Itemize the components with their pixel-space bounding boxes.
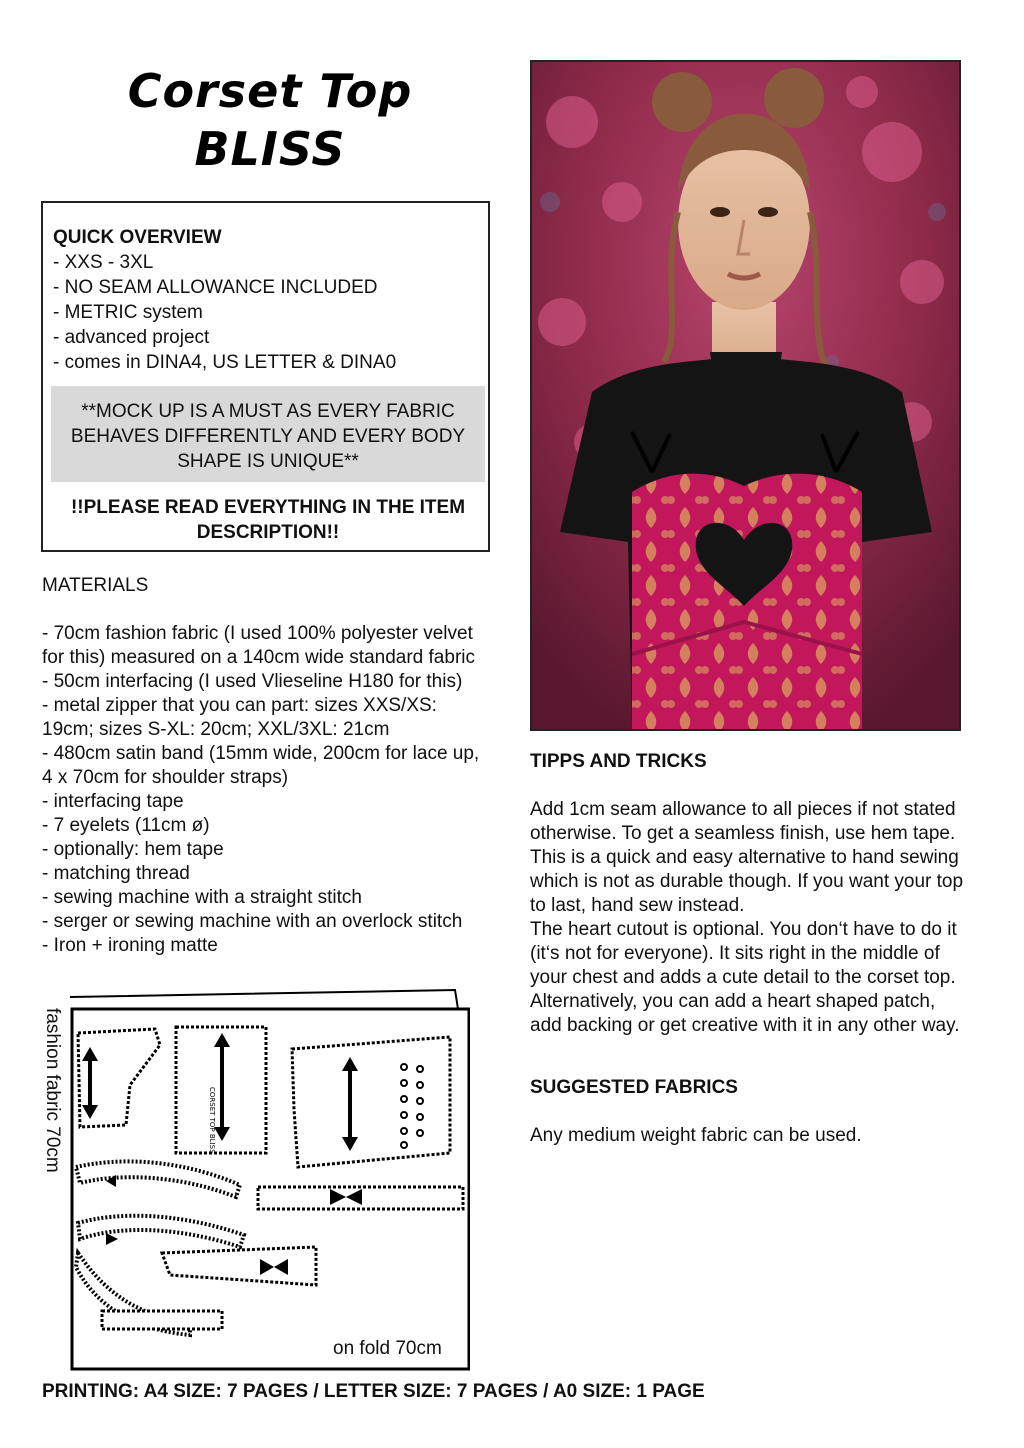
- fabric-back-edge: [70, 990, 458, 1009]
- materials-heading: MATERIALS: [42, 575, 149, 596]
- tips-section: [530, 750, 970, 1038]
- piece-label: CORSET TOP BLISS: [208, 1087, 216, 1154]
- material-item: - 50cm interfacing (I used Vlieseline H180 for this): [42, 671, 463, 692]
- material-item: - sewing machine with a straight stitch: [42, 887, 362, 908]
- material-item: - metal zipper that you can part: sizes XXS/XS: 19cm; sizes S-XL: 20cm; XXL/3XL: 21cm: [42, 695, 437, 740]
- materials-list: [42, 622, 492, 958]
- material-item: - optionally: hem tape: [42, 839, 224, 860]
- overview-item: - METRIC system: [53, 302, 203, 323]
- overview-item: - XXS - 3XL: [53, 252, 154, 273]
- title-line-2: BLISS: [194, 122, 346, 176]
- page-title: [60, 62, 480, 178]
- fabrics-body: Any medium weight fabric can be used.: [530, 1125, 862, 1146]
- tips-body-2: The heart cutout is optional. You don‘t have to do it (it‘s not for everyone). It sits right in the middle of your chest and adds a cute detail to the corset top. Alternatively, you can add a heart shaped patch, add backing or get creative with it in any other way.: [530, 919, 960, 1036]
- material-item: - interfacing tape: [42, 791, 184, 812]
- material-item: - 7 eyelets (11cm ø): [42, 815, 210, 836]
- mockup-notice: **MOCK UP IS A MUST AS EVERY FABRIC BEHAVES DIFFERENTLY AND EVERY BODY SHAPE IS UNIQUE**: [51, 386, 485, 482]
- material-item: - 70cm fashion fabric (I used 100% polyester velvet for this) measured on a 140cm wide standard fabric: [42, 623, 475, 668]
- fabrics-section: [530, 1076, 970, 1148]
- material-item: - Iron + ironing matte: [42, 935, 218, 956]
- cutting-layout-diagram: [30, 985, 470, 1375]
- read-description-notice: !!PLEASE READ EVERYTHING IN THE ITEM DESCRIPTION!!: [70, 497, 466, 543]
- printing-info: PRINTING: A4 SIZE: 7 PAGES / LETTER SIZE: 7 PAGES / A0 SIZE: 1 PAGE: [42, 1381, 705, 1402]
- material-item: - matching thread: [42, 863, 190, 884]
- fabrics-heading: SUGGESTED FABRICS: [530, 1077, 738, 1098]
- fold-length-label: on fold 70cm: [333, 1338, 442, 1359]
- materials-section: [42, 574, 492, 958]
- overview-item: - comes in DINA4, US LETTER & DINA0: [53, 352, 397, 373]
- tips-heading: TIPPS AND TRICKS: [530, 751, 707, 772]
- model-photo: [530, 60, 961, 731]
- material-item: - 480cm satin band (15mm wide, 200cm for lace up, 4 x 70cm for shoulder straps): [42, 743, 480, 788]
- model-photo-illustration: [532, 62, 959, 729]
- material-item: - serger or sewing machine with an overlock stitch: [42, 911, 463, 932]
- overview-item: - NO SEAM ALLOWANCE INCLUDED: [53, 277, 378, 298]
- title-line-1: Corset Top: [127, 64, 413, 118]
- pattern-strip-3: [102, 1311, 222, 1329]
- quick-overview-box: [41, 201, 490, 552]
- overview-list: [53, 250, 396, 375]
- overview-heading: QUICK OVERVIEW: [53, 227, 222, 248]
- tips-body: Add 1cm seam allowance to all pieces if not stated otherwise. To get a seamless finish, use hem tape. This is a quick and easy alternative to hand sewing which is not as durable though. If you want your top to last, hand sew instead.: [530, 799, 964, 916]
- pattern-piece-back: [292, 1037, 450, 1167]
- overview-item: - advanced project: [53, 327, 210, 348]
- fabric-width-label: fashion fabric 70cm: [42, 1008, 63, 1173]
